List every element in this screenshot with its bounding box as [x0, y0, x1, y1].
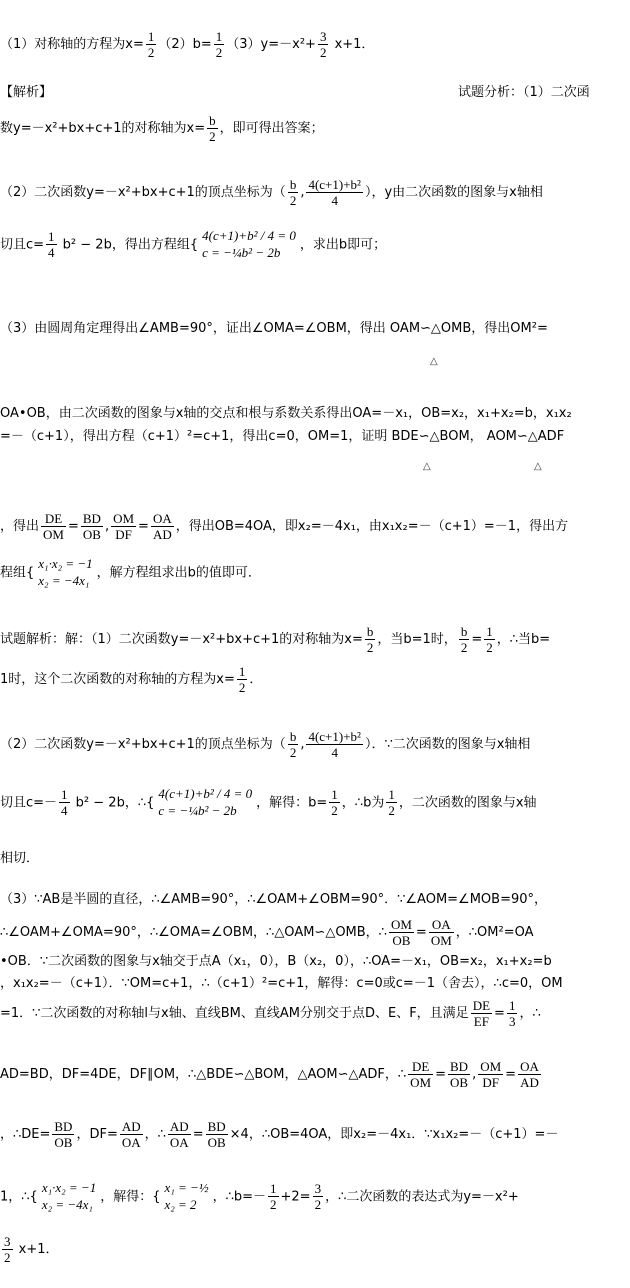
solution-line12: ，∴DE= $\frac{BD}{OB}$ ，DF= $\frac{AD}{OA}$ ，∴ $\frac{AD}{OA}$ = $\frac{BD}{OB}$ ×4，∴OB=4OA，即x₂=－4x₁．∵x₁x₂=－（c+1）=－: [0, 1119, 559, 1150]
equation-system: x₁ = −½ x₂ = 2: [164, 1180, 209, 1212]
analysis-line1: 数y=－x²+bx+c+1的对称轴为x= $\frac{b}{2}$ ，即可得出答案；: [0, 113, 324, 144]
solution-line3: （2）二次函数y=－x²+bx+c+1的顶点坐标为（ $\frac{b}{2}$ , $\frac{\text{4(c+1)+b²}}{4}$ ）．∵二次函数的图象与x轴相: [0, 729, 531, 760]
solution-line9: ，x₁x₂=－（c+1）．∵OM=c+1，∴（c+1）²=c+1，解得：c=0或c=－1（舍去），∴c=0，OM: [0, 976, 563, 991]
solution-line2: 1时，这个二次函数的对称轴的方程为x= $\frac{1}{2}$ ．: [0, 664, 263, 695]
solution-line10: =1．∵二次函数的对称轴l与x轴、直线BM、直线AM分别交于点D、E、F，且满足 $\frac{DE}{EF}$ = $\frac{1}{3}$ ，∴: [0, 998, 541, 1029]
analysis-heading: 【解析】: [0, 85, 53, 100]
triangle-mark: △: [423, 461, 431, 472]
fraction: $\frac{1}{2}$: [215, 29, 223, 60]
answer-part4: x+1．: [330, 37, 375, 52]
solution-line5: 相切．: [0, 851, 40, 866]
solution-line7: ∴∠OAM+∠OMA=90°，∴∠OMA=∠OBM，∴△OAM∽△OMB，∴ $\frac{OM}{OB}$ = $\frac{OA}{OM}$ ，∴OM²=OA: [0, 917, 534, 948]
analysis-line3: 切且c= $\frac{1}{4}$ b² − 2b，得出方程组{ 4(c+1)+b² / 4 = 0 c = −¼b² − 2b ，求出b即可；: [0, 228, 387, 261]
answer-line: [0, 30, 374, 59]
solution-line6: （3）∵AB是半圆的直径，∴∠AMB=90°，∴∠OAM+∠OBM=90°．∵∠AOM=∠MOB=90°，: [0, 892, 548, 907]
answer-part3: （3）y=－x²+: [226, 37, 316, 52]
analysis-line6: =－（c+1），得出方程（c+1）²=c+1，得出c=0，OM=1，证明 BDE∽△BOM， AOM∽△ADF: [0, 429, 565, 444]
solution-line11: AD=BD，DF=4DE，DF∥OM，∴△BDE∽△BOM，△AOM∽△ADF，∴ $\frac{DE}{OM}$ = $\frac{BD}{OB}$ , $\frac{OM}{DF}$ = $\frac{OA}{AD}$: [0, 1059, 539, 1090]
analysis-line7: ，得出 $\frac{DE}{OM}$ = $\frac{BD}{OB}$ , $\frac{OM}{DF}$ = $\frac{OA}{AD}$ ，得出OB=4OA，即x₂=－4x₁，由x₁x₂=－（c+1）=－1，得出方: [0, 511, 569, 542]
analysis-tag: 试题分析：（1）二次函: [458, 85, 590, 100]
equation-system: x₁·x₂ = −1 x₂ = −4x₁: [38, 556, 93, 588]
solution-line8: •OB．∵二次函数的图象与x轴交于点A（x₁，0），B（x₂，0），∴OA=－x₁，OB=x₂，x₁+x₂=b: [0, 954, 552, 969]
analysis-line5: OA•OB，由二次函数的图象与x轴的交点和根与系数关系得出OA=－x₁，OB=x₂，x₁+x₂=b，x₁x₂: [0, 406, 572, 421]
answer-part2: （2）b=: [158, 37, 212, 52]
analysis-line8: 程组{ x₁·x₂ = −1 x₂ = −4x₁ ，解方程组求出b的值即可．: [0, 556, 261, 588]
solution-line4: 切且c=－ $\frac{1}{4}$ b² − 2b，∴{ 4(c+1)+b² / 4 = 0 c = −¼b² − 2b ，解得：b= $\frac{1}{2}$ ，∴b为 $\frac{1}{2}$ ，二次函数的图象与x轴: [0, 786, 537, 819]
solution-line1: 试题解析：解：（1）二次函数y=－x²+bx+c+1的对称轴为x= $\frac{b}{2}$ ，当b=1时， $\frac{b}{2}$ = $\frac{1}{2}$ ，∴当b=: [0, 624, 551, 655]
equation-system: x₁·x₂ = −1 x₂ = −4x₁: [41, 1180, 97, 1212]
equation-system: 4(c+1)+b² / 4 = 0 c = −¼b² − 2b: [202, 228, 296, 260]
solution-line14: $\frac{3}{2}$ x+1．: [4, 1234, 59, 1265]
solution-line13: 1，∴{ x₁·x₂ = −1 x₂ = −4x₁ ，解得：{ x₁ = −½ x₂ = 2 ，∴b=－ $\frac{1}{2}$ +2= $\frac{3}{2}$ ，∴二次函数的表达式为y=－x²+: [0, 1180, 519, 1213]
analysis-line2: （2）二次函数y=－x²+bx+c+1的顶点坐标为（ $\frac{b}{2}$ , $\frac{\text{4(c+1)+b²}}{4}$ ），y由二次函数的图象与x轴相: [0, 177, 543, 208]
fraction: $\frac{1}{2}$: [147, 29, 155, 60]
equation-system: 4(c+1)+b² / 4 = 0 c = −¼b² − 2b: [158, 786, 253, 818]
analysis-line4: （3）由圆周角定理得出∠AMB=90°，证出∠OMA=∠OBM，得出 OAM∽△OMB，得出OM²=: [0, 321, 548, 336]
triangle-mark: △: [430, 356, 438, 367]
fraction: $\frac{3}{2}$: [319, 29, 327, 60]
triangle-mark: △: [534, 461, 542, 472]
answer-part1: （1）对称轴的方程为x=: [0, 37, 144, 52]
